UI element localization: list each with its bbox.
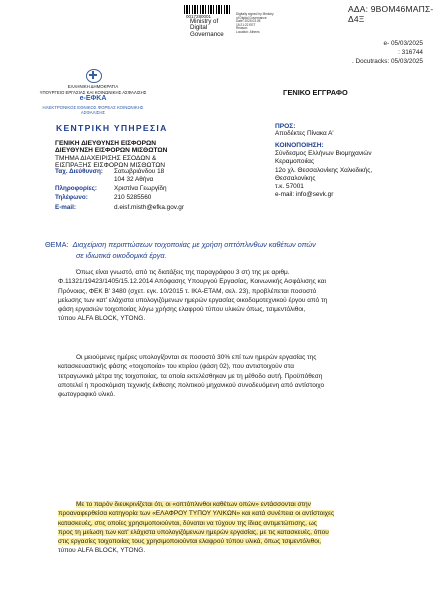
ministry-label: ΥΠΟΥΡΓΕΙΟ ΕΡΓΑΣΙΑΣ ΚΑΙ ΚΟΙΝΩΝΙΚΗΣ ΑΣΦΑΛΙΣΗΣ xyxy=(39,90,147,95)
email-value[interactable]: d.eisf.misth@efka.gov.gr xyxy=(114,204,184,211)
greek-emblem-icon xyxy=(86,69,102,83)
address-city: 104 32 Αθήνα xyxy=(114,176,154,183)
subject-line-1: Διαχείριση περιπτώσεων τοιχοποιίας με χρήση οπτόπλινθων καθέτων οπών xyxy=(72,240,316,249)
paragraph-1: Όπως είναι γνωστό, από τις διατάξεις της παραγράφου 3 στ) της με αριθμ. Φ.11321/19423/1405/15.12.2014 Απόφασης Υπουργού Εργασίας, Κοινωνικής Ασφάλισης και Πρόνοιας, ΦΕΚ Β' 3480 (σχετ. εγκ. 10/2015 τ. ΙΚΑ-ΕΤΑΜ, σελ. 23), προβλέπεται ποσοστό μείωσης των κατ' ελάχιστα υπολογιζόμενων ημερών εργασίας οικοδομοτεχνικού έργου από τη φάση εργασιών τοιχοποιίας λόγω χρήσης ελαφρού τύπου υλικών όπως, τσιμεντόλιθοι, τύπου ALFA BLOCK, YTONG. xyxy=(58,269,328,323)
barcode xyxy=(184,5,232,14)
efka-logo: e-ΕΦΚΑ xyxy=(79,95,107,102)
subject-line-2: σε ιδιωτικά οικοδομικά έργα. xyxy=(76,250,167,260)
subject-block xyxy=(45,240,400,261)
docutracks-date: . Docutracks: 05/03/2025 xyxy=(351,58,423,65)
to-label: ΠΡΟΣ: xyxy=(275,123,296,130)
cc-recipient: Σύνδεσμος Ελλήνων Βιομηχανιών Κεραμοποιίας 12ο χλ. Θεσσαλονίκης Χαλκιδικής, Θεσσαλονίκης τ.κ. 57001 e-mail: info@sevk.gr xyxy=(275,150,373,199)
document-type: ΓΕΝΙΚΟ ΕΓΓΡΑΦΟ xyxy=(283,88,348,97)
paragraph-2: Οι μειούμενες ημέρες υπολογίζονται σε ποσοστό 30% επί των ημερών εργασίας της κατασκευαστικής φάσης «τοιχοποιία» του κτιρίου (φάση 02), που αντιστοιχούν στα τετραγωνικά μέτρα της τοιχοποιίας, τα οποία εκτελέσθηκαν με τη μέθοδο αυτή. Προϋπόθεση αποτελεί η προσκόμιση τεχνικής έκθεσης πολιτικού μηχανικού συνοδευόμενη από αντίστοιχο φωτογραφικό υλικό. xyxy=(58,354,325,399)
signature-details: Digitally signed by Ministry of Digital Governance Date: 2025.03.05 15:21:22 EET Reason: Location: Athens xyxy=(236,12,274,34)
address-value: Σατωβριάνδου 18 xyxy=(114,168,165,175)
paragraph-3: Με το παρόν διευκρινίζεται ότι, οι «οπτόπλινθοι καθέτων οπών» εντάσσονται στην προαναφερθείσα κατηγορία των «ΕΛΑΦΡΟΥ ΤΥΠΟΥ ΥΛΙΚΩΝ» και κατά συνέπεια οι αντίστοιχες κατασκευές, στις οποίες χρησιμοποιούνται, δύναται να τύχουν της ίδιας αντιμετώπισης, ως προς τη μείωση των κατ' ελάχιστα υπολογιζόμενων ημερών εργασίας, με τις κατασκευές, όπου στις εργασίες τοιχοποιίας τους χρησιμοποιούνται ελαφρού τύπου υλικά, όπως τσιμεντόλιθοι, τύπου ALFA BLOCK, YTONG. xyxy=(58,501,335,555)
barcode-number: 0017280001 xyxy=(186,14,212,19)
phone-label: Τηλέφωνο: xyxy=(55,194,88,201)
cc-email[interactable]: e-mail: info@sevk.gr xyxy=(275,191,334,199)
subject-label: ΘΕΜΑ: xyxy=(45,240,69,249)
phone-value: 210 5285560 xyxy=(114,194,152,201)
to-value: Αποδέκτες Πίνακα Α' xyxy=(275,130,334,137)
email-label: E-mail: xyxy=(55,204,76,211)
ada-code: ΑΔΑ: 9ΒΟΜ46ΜΑΠΣ-Δ4Ξ xyxy=(348,4,434,24)
protocol-date: e- 05/03/2025 xyxy=(383,40,423,47)
republic-label: ΕΛΛΗΝΙΚΗ ΔΗΜΟΚΡΑΤΙΑ xyxy=(67,84,119,89)
department-block: ΓΕΝΙΚΗ ΔΙΕΥΘΥΝΣΗ ΕΙΣΦΟΡΩΝ ΔΙΕΥΘΥΝΣΗ ΕΙΣΦΟΡΩΝ ΜΙΣΘΩΤΩΝ ΤΜΗΜΑ ΔΙΑΧΕΙΡΙΣΗΣ ΕΣΟΔΩΝ & ΕΙΣΠΡΑΞΗΣ ΕΙΣΦΟΡΩΝ ΜΙΣΘΩΤΩΝ xyxy=(55,140,168,169)
efka-full-name: ΗΛΕΚΤΡΟΝΙΚΟΣ ΕΘΝΙΚΟΣ ΦΟΡΕΑΣ ΚΟΙΝΩΝΙΚΗΣ ΑΣΦΑΛΙΣΗΣ xyxy=(42,105,144,115)
address-label: Ταχ. Διεύθυνση: xyxy=(55,168,103,175)
info-value: Χριστίνα Γεωργίδη xyxy=(114,185,167,192)
protocol-number: : 316744 xyxy=(398,49,423,56)
signature-label: Ministry of Digital Governance xyxy=(190,18,224,38)
cc-label: ΚΟΙΝΟΠΟΙΗΣΗ: xyxy=(275,142,324,149)
info-label: Πληροφορίες: xyxy=(55,185,97,192)
central-service-title: ΚΕΝΤΡΙΚΗ ΥΠΗΡΕΣΙΑ xyxy=(56,123,168,133)
